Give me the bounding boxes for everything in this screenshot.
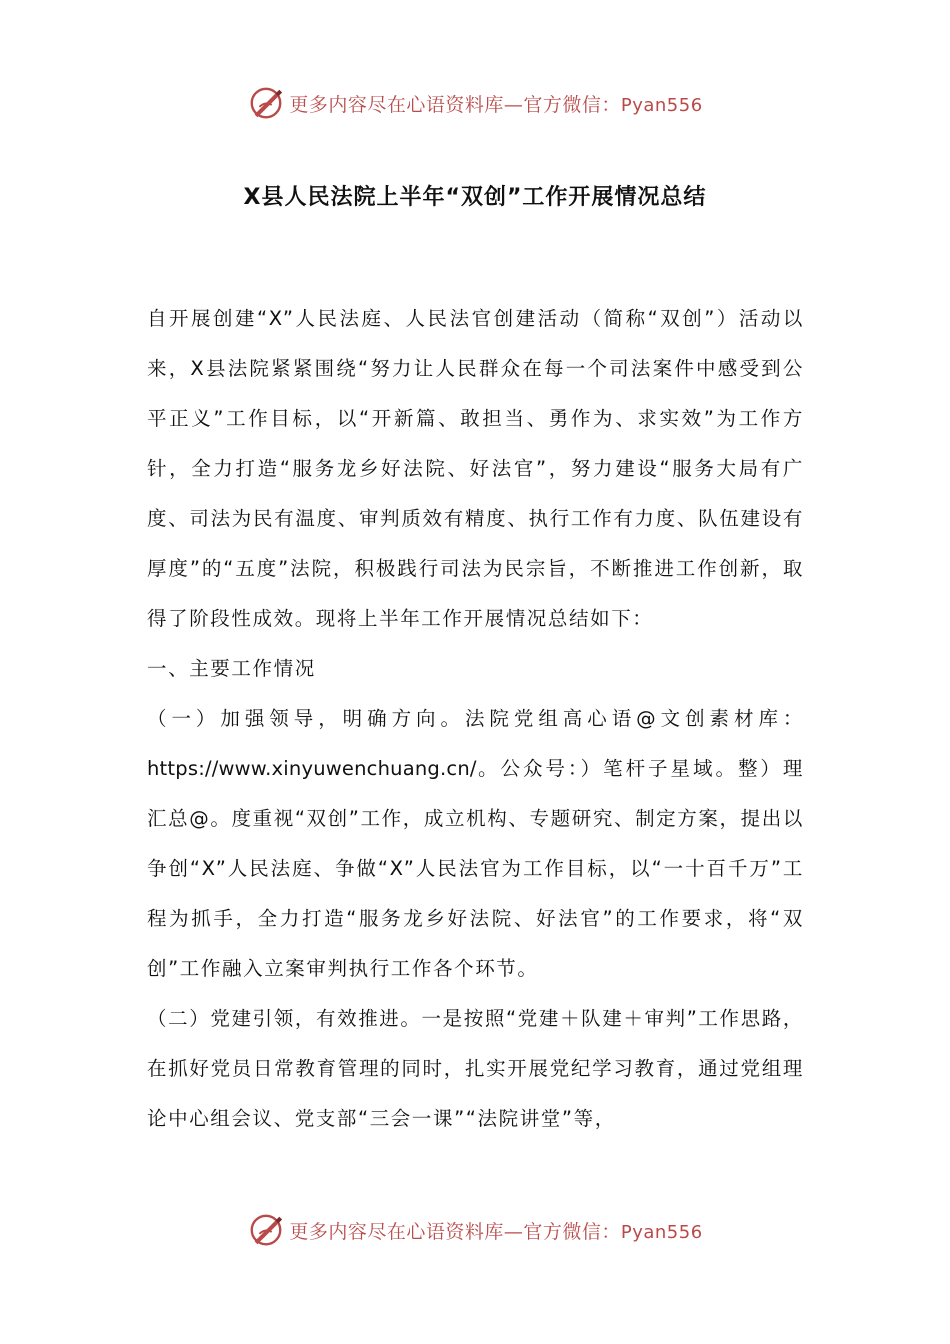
website-url: https://www.xinyuwenchuang.cn/ <box>147 757 477 780</box>
pen-circle-logo-icon <box>247 84 285 122</box>
watermark-banner-top <box>0 83 950 123</box>
document-body <box>147 294 804 1144</box>
section-heading: 一、主要工作情况 <box>147 657 316 680</box>
item-2-paragraph: （二）党建引领，有效推进。一是按照“党建＋队建＋审判”工作思路，在抓好党员日常教育管理的同时，扎实开展党纪学习教育，通过党组理论中心组会议、党支部“三会一课”“法院讲堂”等， <box>147 1007 804 1130</box>
intro-paragraph: 自开展创建“X”人民法庭、人民法官创建活动（简称“双创”）活动以来，X县法院紧紧围绕“努力让人民群众在每一个司法案件中感受到公平正义”工作目标，以“开新篇、敢担当、勇作为、求实效”为工作方针，全力打造“服务龙乡好法院、好法官”，努力建设“服务大局有广度、司法为民有温度、审判质效有精度、执行工作有力度、队伍建设有厚度”的“五度”法院，积极践行司法为民宗旨，不断推进工作创新，取得了阶段性成效。现将上半年工作开展情况总结如下： <box>147 307 804 630</box>
watermark-text: 更多内容尽在心语资料库—官方微信：Pyan556 <box>289 1220 703 1243</box>
pen-circle-logo-icon <box>247 1211 285 1249</box>
watermark-text: 更多内容尽在心语资料库—官方微信：Pyan556 <box>289 93 703 116</box>
document-title: X县人民法院上半年“双创”工作开展情况总结 <box>243 185 707 210</box>
item-1-paragraph: （一）加强领导，明确方向。法院党组高心语@文创素材库：https://www.xinyuwenchuang.cn/。公众号：）笔杆子星域。整）理汇总@。度重视“双创”工作，成立机构、专题研究、制定方案，提出以争创“X”人民法庭、争做“X”人民法官为工作目标，以“一十百千万”工程为抓手，全力打造“服务龙乡好法院、好法官”的工作要求，将“双创”工作融入立案审判执行工作各个环节。 <box>147 707 804 980</box>
watermark-banner-bottom <box>0 1210 950 1250</box>
